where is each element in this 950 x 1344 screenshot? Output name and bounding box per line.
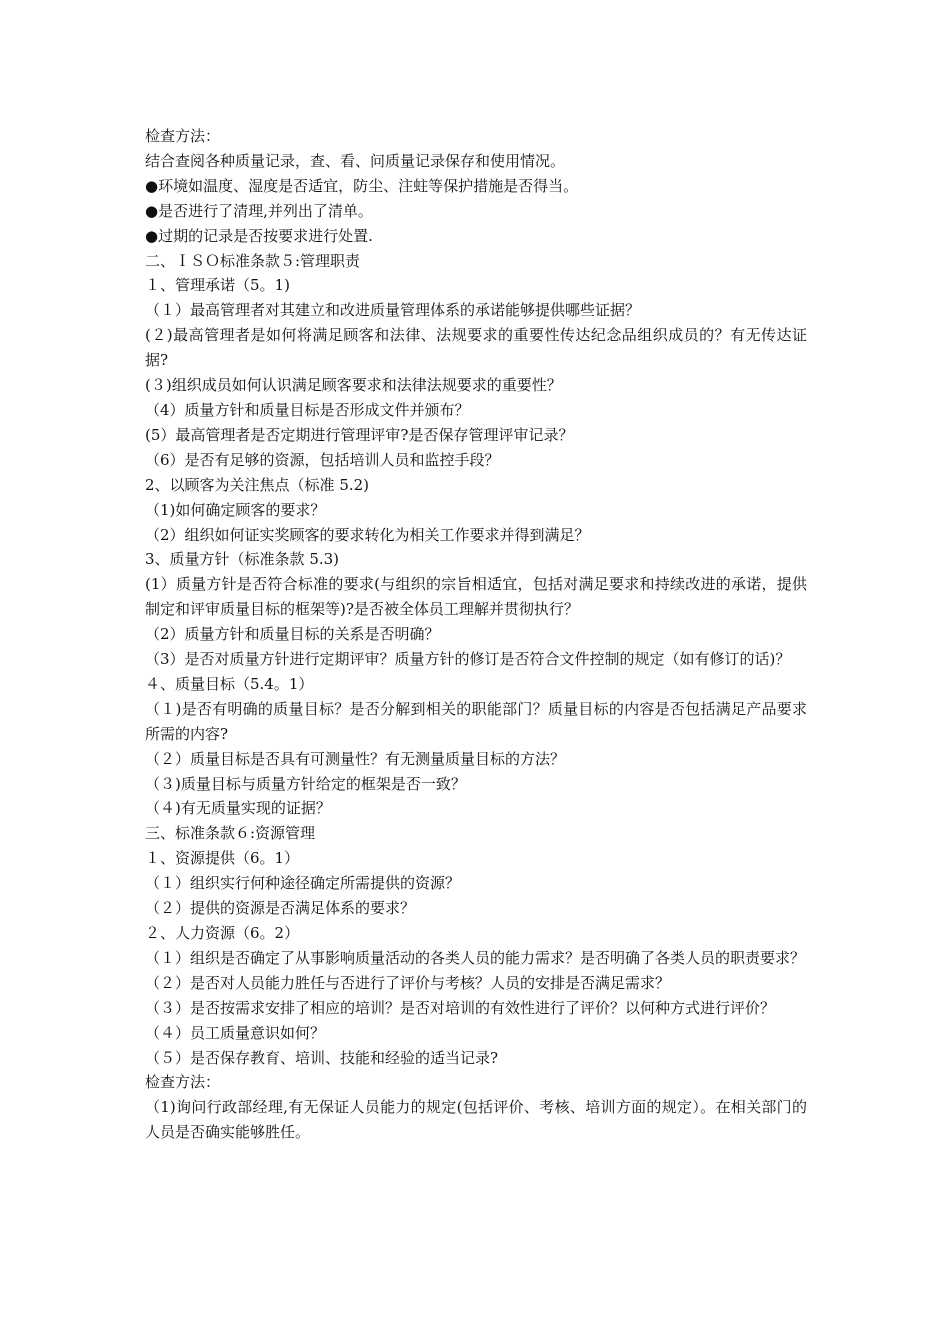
- document-body: [145, 124, 807, 1145]
- question-item: （４)有无质量实现的证据？: [145, 799, 331, 818]
- question-item: （２）是否对人员能力胜任与否进行了评价与考核？人员的安排是否满足需求？: [145, 973, 671, 992]
- paragraph: （1)询问行政部经理,有无保证人员能力的规定(包括评价、考核、培训方面的规定）。在相关部门的人员是否确实能够胜任。: [145, 1098, 807, 1142]
- question-item: （５）是否保存教育、培训、技能和经验的适当记录?: [145, 1048, 499, 1067]
- section-heading: 三、标准条款６:资源管理: [145, 824, 316, 843]
- subsection-heading: ２、人力资源（6。2）: [145, 924, 300, 942]
- heading-inspection-method: 检查方法：: [145, 127, 221, 145]
- heading-inspection-method: 检查方法：: [145, 1073, 221, 1092]
- paragraph: 结合查阅各种质量记录，查、看、问质量记录保存和使用情况。: [145, 151, 566, 170]
- question-item: （1)如何确定顾客的要求？: [145, 500, 326, 519]
- bullet-item: ●过期的记录是否按要求进行处置.: [145, 226, 373, 245]
- question-item: （２）提供的资源是否满足体系的要求？: [145, 899, 416, 918]
- question-item: （6）是否有足够的资源，包括培训人员和监控手段？: [145, 450, 500, 469]
- subsection-heading: 2、以顾客为关注焦点（标准 5.2): [145, 475, 370, 494]
- question-item: (5）最高管理者是否定期进行管理评审?是否保存管理评审记录？: [145, 425, 574, 444]
- section-heading: 二、ＩＳＯ标准条款５:管理职责: [145, 251, 361, 270]
- bullet-item: ●是否进行了清理,并列出了清单。: [145, 201, 373, 220]
- subsection-heading: ４、质量目标（5.4。1）: [145, 674, 314, 693]
- subsection-heading: 3、质量方针（标准条款 5.3): [145, 550, 340, 569]
- question-item: (３)组织成员如何认识满足顾客要求和法律法规要求的重要性？: [145, 376, 562, 395]
- question-item: （4）质量方针和质量目标是否形成文件并颁布？: [145, 400, 470, 419]
- bullet-item: ●环境如温度、湿度是否适宜，防尘、注蛀等保护措施是否得当。: [145, 176, 579, 195]
- subsection-heading: １、资源提供（6。1）: [145, 849, 300, 868]
- question-item: （２）质量目标是否具有可测量性？有无测量质量目标的方法？: [145, 749, 566, 768]
- question-item: （４）员工质量意识如何？: [145, 1023, 326, 1042]
- question-item: （2）组织如何证实奖顾客的要求转化为相关工作要求并得到满足？: [145, 525, 590, 544]
- question-item: (２)最高管理者是如何将满足顾客和法律、法规要求的重要性传达纪念品组织成员的？有无传达证据?: [145, 326, 807, 370]
- question-item: （１）组织实行何种途径确定所需提供的资源？: [145, 874, 461, 893]
- question-item: （３)质量目标与质量方针给定的框架是否一致？: [145, 774, 466, 793]
- question-item: （１）组织是否确定了从事影响质量活动的各类人员的能力需求？是否明确了各类人员的职责要求？: [145, 948, 806, 967]
- subsection-heading: １、管理承诺（5。1): [145, 276, 290, 295]
- question-item: （１)是否有明确的质量目标？是否分解到相关的职能部门？质量目标的内容是否包括满足产品要求所需的内容?: [145, 699, 807, 743]
- question-item: （2）质量方针和质量目标的关系是否明确？: [145, 625, 440, 644]
- question-item: （3）是否对质量方针进行定期评审？质量方针的修订是否符合文件控制的规定（如有修订的话)？: [145, 650, 791, 669]
- question-item: （１）最高管理者对其建立和改进质量管理体系的承诺能够提供哪些证据？: [145, 301, 641, 320]
- question-item: （３）是否按需求安排了相应的培训？是否对培训的有效性进行了评价？以何种方式进行评价？: [145, 998, 776, 1017]
- question-item: (1）质量方针是否符合标准的要求(与组织的宗旨相适宜，包括对满足要求和持续改进的承诺，提供制定和评审质量目标的框架等)?是否被全体员工理解并贯彻执行？: [145, 575, 807, 619]
